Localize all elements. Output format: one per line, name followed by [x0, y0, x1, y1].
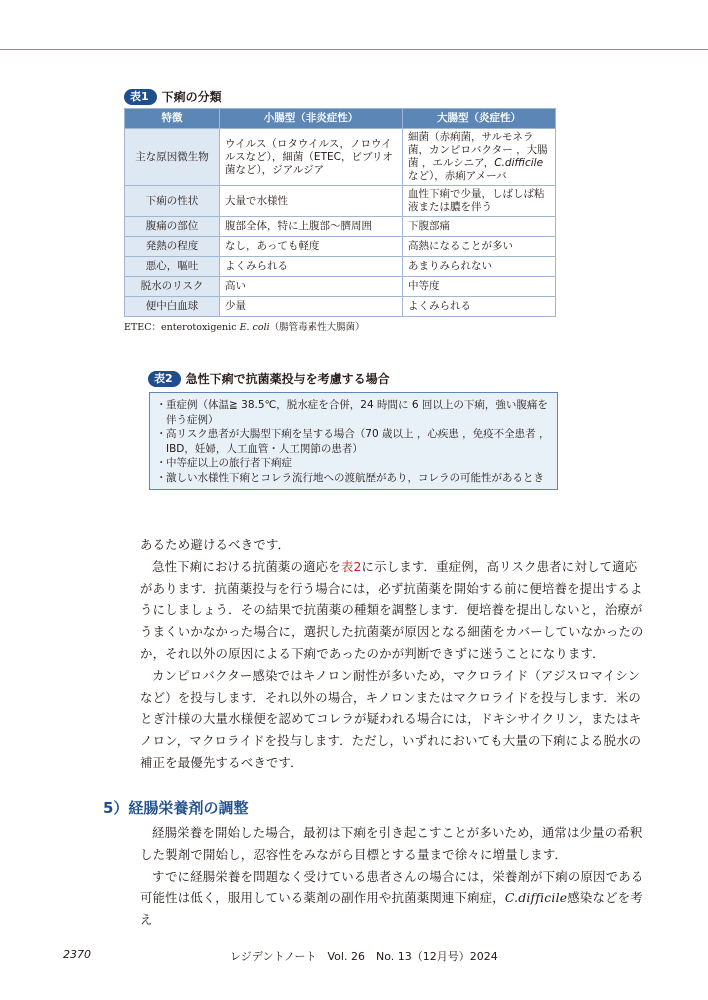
- list-item-text: 中等症以上の旅行者下痢症: [166, 457, 292, 469]
- table1-header-large: 大腸型（炎症性）: [403, 109, 556, 129]
- table-cell-small-intestine: 高い: [220, 277, 403, 297]
- table1-header-small: 小腸型（非炎症性）: [220, 109, 403, 129]
- table-cell-large-intestine: [403, 237, 556, 257]
- body-text: [140, 534, 647, 774]
- paragraph: [140, 866, 647, 931]
- table-cell-large-intestine: [403, 297, 556, 317]
- table2-badge: 表2: [148, 371, 181, 387]
- table1-badge: 表1: [124, 89, 157, 105]
- list-item: [156, 456, 551, 471]
- table-cell-small-intestine: なし，あっても軽度: [220, 237, 403, 257]
- paragraph-text: 感染などを考え: [140, 890, 643, 928]
- table2-box: [149, 392, 558, 490]
- table-cell-feature: 便中白血球: [125, 297, 220, 317]
- list-item-text: 重症例（体温≧ 38.5℃，脱水症を合併，24 時間に 6 回以上の下痢，強い腹痛を伴う症例）: [166, 399, 548, 426]
- table-row: [125, 186, 556, 217]
- bullet: ・: [156, 399, 167, 411]
- table-row: [125, 217, 556, 237]
- table2-caption: 急性下痢で抗菌薬投与を考慮する場合: [185, 372, 390, 386]
- table1-caption: 下痢の分類: [161, 90, 222, 104]
- table-row: [125, 297, 556, 317]
- cell-text: など），赤痢アメーバ: [408, 170, 507, 182]
- table-cell-feature: 悪心，嘔吐: [125, 257, 220, 277]
- table-cell-feature: 脱水のリスク: [125, 277, 220, 297]
- footnote-text: ETEC：enterotoxigenic: [124, 322, 240, 333]
- section-heading: 5）経腸栄養剤の調整: [103, 799, 249, 817]
- bullet: ・: [156, 457, 167, 469]
- table-cell-large-intestine: [403, 186, 556, 217]
- table1-title: [124, 88, 222, 105]
- bullet: ・: [156, 471, 167, 484]
- cell-text: よくみられる: [408, 300, 471, 312]
- paragraph-text: 急性下痢における抗菌薬の適応を: [152, 558, 341, 574]
- cell-text: 高熱になることが多い: [408, 240, 513, 252]
- list-item: [156, 398, 551, 427]
- paragraph: カンピロバクター感染ではキノロン耐性が多いため，マクロライド（アジスロマイシンなど）を投与します．それ以外の場合，キノロンまたはマクロライドを投与します．米のとぎ汁様の大量水様便を認めてコレラが疑われる場合には，ドキシサイクリン，またはキノロン，マクロライドを投与します．ただし，いずれにおいても大量の下痢による脱水の補正を最優先するべきです．: [140, 667, 642, 770]
- cell-text: 下腹部痛: [408, 220, 450, 232]
- top-rule: [0, 49, 708, 50]
- list-item: [156, 471, 551, 486]
- table-cell-small-intestine: よくみられる: [220, 257, 403, 277]
- table-cell-large-intestine: [403, 257, 556, 277]
- table2-title: [148, 370, 390, 387]
- section5-body: [140, 822, 647, 931]
- table-cell-large-intestine: [403, 129, 556, 186]
- table-cell-feature: 発熱の程度: [125, 237, 220, 257]
- journal-footer: レジデントノート Vol. 26 No. 13（12月号）2024: [230, 950, 498, 963]
- paragraph: [140, 556, 647, 665]
- paragraph: 経腸栄養を開始した場合，最初は下痢を引き起こすことが多いため，通常は少量の希釈した製剤で開始し，忍容性をみながら目標とする量まで徐々に増量します．: [140, 825, 643, 862]
- paragraph-text: に示します．重症例，高リスク患者に対して適応があります．抗菌薬投与を行う場合には，必ず抗菌薬を開始する前に便培養を提出するようにしましょう．その結果で抗菌薬の種類を調整します．便培養を提出しないと，治療がうまくいかなかった場合に，選択した抗菌薬が原因となる細菌をカバーしていなかったのか，それ以外の原因による下痢であったのかが判断できずに迷うことになります．: [140, 558, 644, 661]
- table-cell-large-intestine: [403, 217, 556, 237]
- cell-italic: C.difficile: [494, 157, 544, 169]
- table-row: [125, 129, 556, 186]
- bullet: ・: [156, 428, 167, 440]
- table-cell-small-intestine: ウイルス（ロタウイルス，ノロウイルスなど），細菌（ETEC，ビブリオ菌など），ジアルジア: [220, 129, 403, 186]
- table-cell-feature: 腹痛の部位: [125, 217, 220, 237]
- list-item: [156, 427, 551, 456]
- table-row: [125, 237, 556, 257]
- footnote-italic: E. coli: [239, 322, 270, 333]
- table-cell-feature: 主な原因微生物: [125, 129, 220, 186]
- list-item-text: 高リスク患者が大腸型下痢を呈する場合（70 歳以上 ，心疾患 ，免疫不全患者 ，IBD，妊婦，人工血管・人工関節の患者）: [166, 428, 550, 455]
- table-row: [125, 277, 556, 297]
- table-cell-small-intestine: 腹部全体，特に上腹部～臍周囲: [220, 217, 403, 237]
- paragraph-text: すでに経腸栄養を問題なく受けている患者さんの場合には，栄養剤が下痢の原因である可能性は低く，服用している薬剤の副作用や抗菌薬関連下痢症，: [140, 868, 644, 906]
- table1-footnote: [124, 319, 365, 333]
- cell-text: 血性下痢で少量，しばしば粘液または膿を伴う: [408, 188, 545, 213]
- table2-reference-link[interactable]: 表2: [340, 558, 362, 574]
- footnote-text-post: （腸管毒素性大腸菌）: [269, 322, 365, 333]
- paragraph: あるため避けるべきです．: [140, 537, 291, 552]
- table-cell-small-intestine: 少量: [220, 297, 403, 317]
- table-cell-feature: 下痢の性状: [125, 186, 220, 217]
- table-row: [125, 257, 556, 277]
- cell-text: あまりみられない: [408, 260, 492, 272]
- table1-header-feature: 特徴: [125, 109, 220, 129]
- table-cell-large-intestine: [403, 277, 556, 297]
- cell-text: 中等度: [408, 280, 440, 292]
- table1-header-row: [125, 109, 556, 129]
- page-number: 2370: [63, 948, 91, 961]
- list-item-text: 激しい水様性下痢とコレラ流行地への渡航歴があり，コレラの可能性があるとき: [166, 471, 544, 484]
- table-cell-small-intestine: 大量で水様性: [220, 186, 403, 217]
- table1: [124, 108, 556, 317]
- cell-text: 細菌（赤痢菌，サルモネラ菌，カンピロバクター ，大腸菌 ，エルシニア，: [408, 131, 548, 169]
- paragraph-italic: C.difficile: [504, 890, 568, 906]
